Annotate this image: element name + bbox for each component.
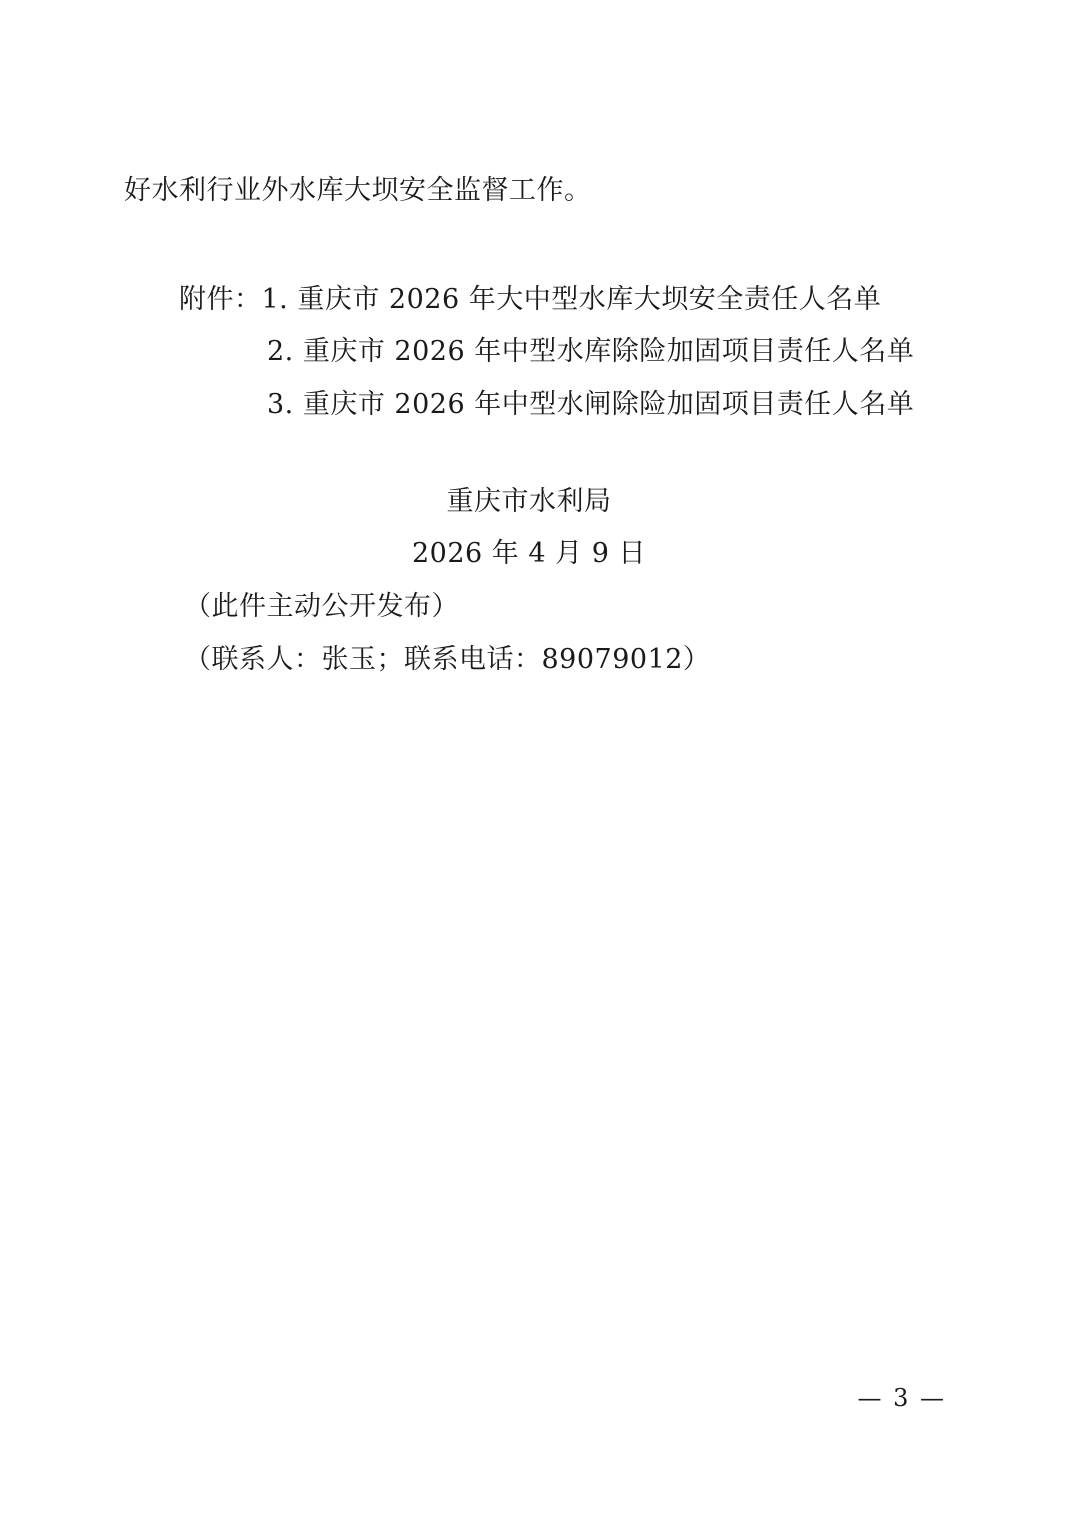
body-paragraph: 好水利行业外水库大坝安全监督工作。 (124, 175, 592, 206)
contact-note: （联系人：张玉；联系电话：89079012） (184, 643, 711, 675)
spacer (124, 212, 954, 274)
attachment-line (124, 274, 954, 327)
page-number: — 3 — (857, 1384, 946, 1412)
attachment-label: 附件： (179, 283, 262, 315)
spacer (124, 432, 954, 476)
attachment-item-3: 3. 重庆市 2026 年中型水闸除险加固项目责任人名单 (267, 389, 915, 421)
issuer-name: 重庆市水利局 (446, 485, 612, 517)
signature-block (124, 476, 954, 581)
attachment-item-1: 1. 重庆市 2026 年大中型水库大坝安全责任人名单 (261, 283, 882, 315)
issue-date: 2026 年 4 月 9 日 (412, 538, 646, 570)
document-body (124, 170, 954, 686)
attachment-list (124, 274, 954, 432)
publication-note: （此件主动公开发布） (184, 591, 459, 623)
attachment-item-2: 2. 重庆市 2026 年中型水库除险加固项目责任人名单 (267, 336, 915, 368)
